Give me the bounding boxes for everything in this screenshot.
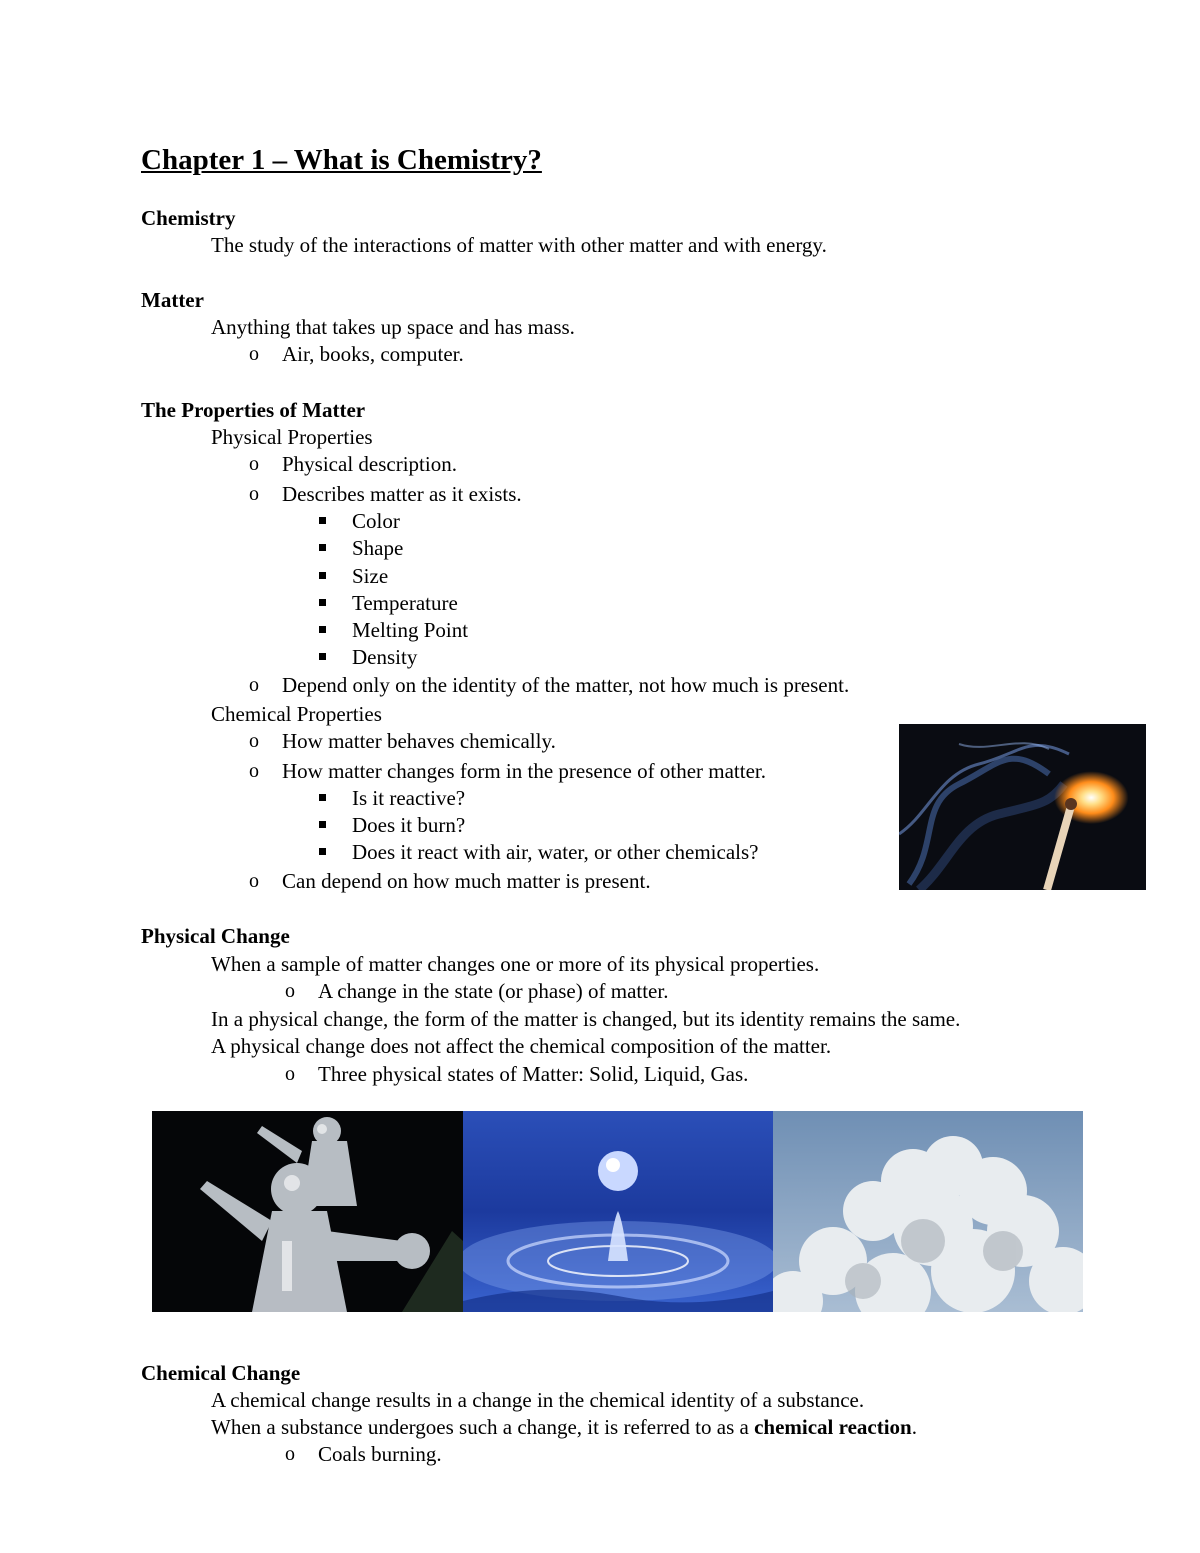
sub-bullet-marker: o [249,453,259,475]
heading-physical-change: Physical Change [141,924,290,948]
physical-properties-label: Physical Properties [211,425,373,449]
can-depend-on-amount: Can depend on how much matter is present. [282,869,651,893]
composition-unaffected: A physical change does not affect the chemical composition of the matter. [211,1034,832,1058]
property-item: Shape [352,536,404,560]
property-item: Temperature [352,591,458,615]
property-item: Density [352,645,418,669]
chem-property-item: Does it react with air, water, or other chemicals? [352,840,759,864]
square-bullet [319,653,326,660]
heading-properties-of-matter: The Properties of Matter [141,398,366,422]
chemistry-definition: The study of the interactions of matter with other matter and with energy. [211,233,827,257]
square-bullet [319,544,326,551]
sub-bullet-marker: o [249,483,259,505]
matter-examples: Air, books, computer. [282,342,464,366]
sentence-end: . [911,1415,917,1439]
chemical-change-definition: A chemical change results in a change in the chemical identity of a substance. [211,1388,865,1412]
square-bullet [319,821,326,828]
page-title: Chapter 1 – What is Chemistry? [141,144,542,176]
sub-bullet-marker: o [249,730,259,752]
sub-bullet-marker: o [249,870,259,892]
property-item: Size [352,564,389,588]
square-bullet [319,572,326,579]
square-bullet [319,599,326,606]
chem-property-item: Does it burn? [352,813,466,837]
physical-description: Physical description. [282,452,457,476]
square-bullet [319,517,326,524]
physical-change-definition: When a sample of matter changes one or more of its physical properties. [211,952,820,976]
sub-bullet-marker: o [249,674,259,696]
heading-matter: Matter [141,288,204,312]
sub-bullet-marker: o [249,343,259,365]
sub-bullet-marker: o [285,1443,295,1465]
coals-burning: Coals burning. [318,1442,442,1466]
heading-chemical-change: Chemical Change [141,1361,301,1385]
matter-definition: Anything that takes up space and has mass. [211,315,575,339]
sentence-text: When a substance undergoes such a change, it is referred to as a [211,1415,755,1439]
chemical-reaction-term: chemical reaction [754,1415,912,1439]
how-matter-behaves: How matter behaves chemically. [282,729,556,753]
chem-property-item: Is it reactive? [352,786,466,810]
sub-bullet-marker: o [249,760,259,782]
square-bullet [319,626,326,633]
describes-matter: Describes matter as it exists. [282,482,522,506]
property-item: Melting Point [352,618,469,642]
cloud-photo [773,1111,1083,1312]
chemical-reaction-sentence [211,1414,917,1440]
property-item: Color [352,509,400,533]
sub-bullet-marker: o [285,980,295,1002]
water-drop-photo [463,1111,773,1312]
burning-match-photo [899,724,1146,890]
three-states: Three physical states of Matter: Solid, Liquid, Gas. [318,1062,749,1086]
chemical-properties-label: Chemical Properties [211,702,382,726]
heading-chemistry: Chemistry [141,206,236,230]
square-bullet [319,848,326,855]
form-changed-identity-same: In a physical change, the form of the matter is changed, but its identity remains the same. [211,1007,961,1031]
change-of-state: A change in the state (or phase) of matter. [318,979,669,1003]
depend-on-identity: Depend only on the identity of the matter, not how much is present. [282,673,850,697]
ice-sculpture-photo [152,1111,463,1312]
sub-bullet-marker: o [285,1063,295,1085]
square-bullet [319,794,326,801]
how-matter-changes: How matter changes form in the presence of other matter. [282,759,766,783]
